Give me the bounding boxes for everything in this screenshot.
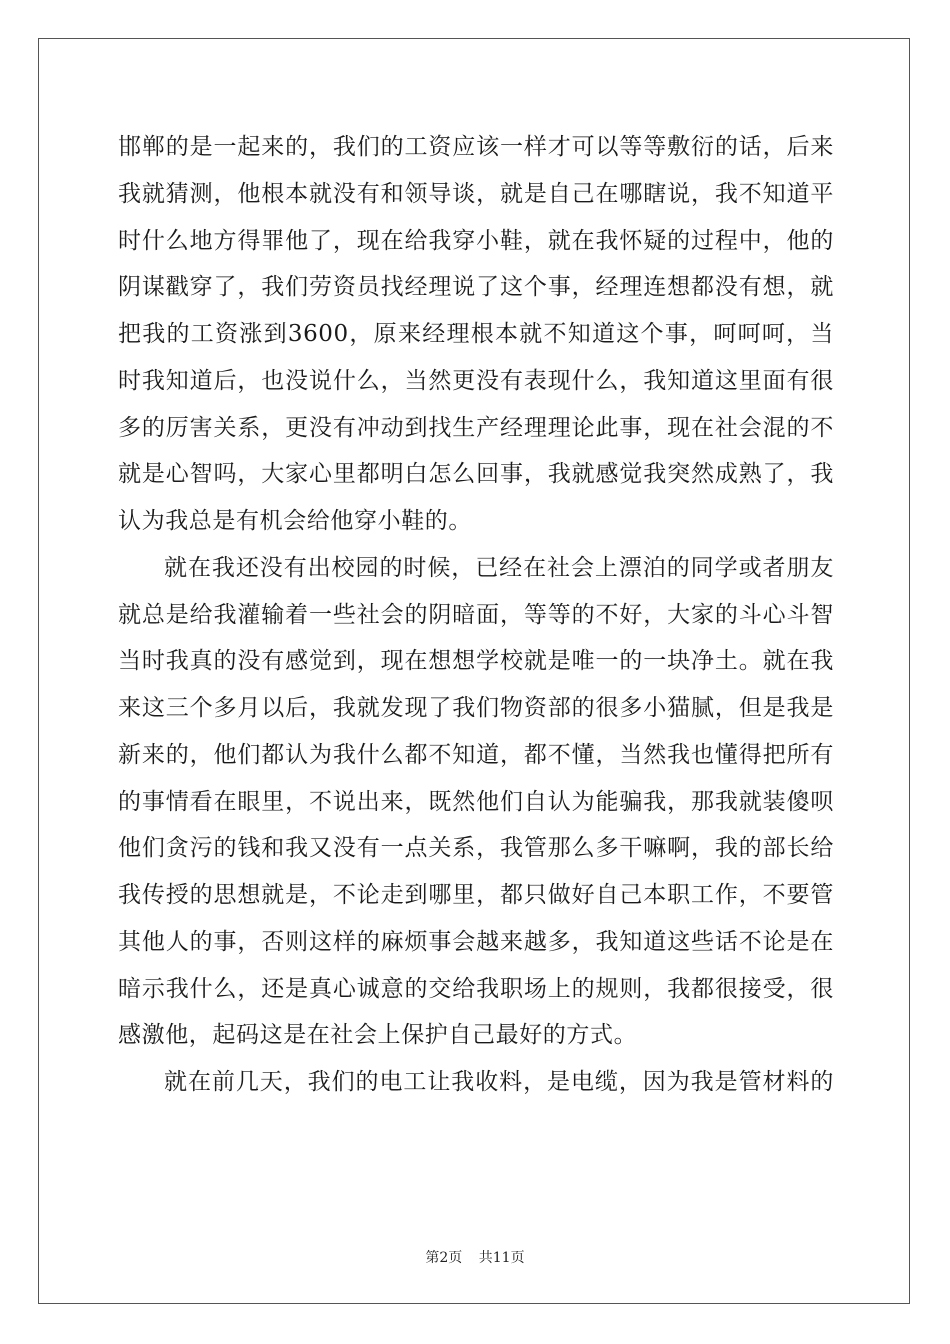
text-line: 当时我真的没有感觉到，现在想想学校就是唯一的一块净土。就在我: [118, 648, 834, 675]
text-line: 就在前几天，我们的电工让我收料，是电缆，因为我是管材料的: [164, 1069, 834, 1095]
text-line: 暗示我什么，还是真心诚意的交给我职场上的规则，我都很接受，很: [118, 975, 834, 1002]
text-line: 时我知道后，也没说什么，当然更没有表现什么，我知道这里面有很: [118, 367, 834, 394]
text-line: 的事情看在眼里，不说出来，既然他们自认为能骗我，那我就装傻呗: [118, 788, 834, 815]
text-line: 邯郸的是一起来的，我们的工资应该一样才可以等等敷衍的话，后来: [118, 134, 834, 160]
text-line: 把我的工资涨到3600，原来经理根本就不知道这个事，呵呵呵，当: [118, 321, 834, 347]
text-line: 他们贪污的钱和我又没有一点关系，我管那么多干嘛啊，我的部长给: [118, 835, 834, 862]
text-line: 新来的，他们都认为我什么都不知道，都不懂，当然我也懂得把所有: [118, 741, 834, 768]
text-line: 认为我总是有机会给他穿小鞋的。: [118, 508, 472, 534]
text-line: 就在我还没有出校园的时候，已经在社会上漂泊的同学或者朋友: [164, 554, 834, 581]
text-line: 来这三个多月以后，我就发现了我们物资部的很多小猫腻，但是我是: [118, 695, 834, 721]
page-total: 共11页: [478, 1250, 525, 1266]
text-line: 多的厉害关系，更没有冲动到找生产经理理论此事，现在社会混的不: [118, 414, 834, 441]
text-line: 时什么地方得罪他了，现在给我穿小鞋，就在我怀疑的过程中，他的: [118, 227, 834, 254]
text-line: 其他人的事，否则这样的麻烦事会越来越多，我知道这些话不论是在: [118, 928, 834, 955]
text-line: 阴谋戳穿了，我们劳资员找经理说了这个事，经理连想都没有想，就: [118, 274, 834, 301]
text-line: 我传授的思想就是，不论走到哪里，都只做好自己本职工作，不要管: [118, 882, 834, 908]
text-line: 感激他，起码这是在社会上保护自己最好的方式。: [118, 1022, 638, 1049]
text-line: 我就猜测，他根本就没有和领导谈，就是自己在哪瞎说，我不知道平: [118, 180, 834, 207]
page-footer: [0, 1247, 950, 1267]
text-line: 就是心智吗，大家心里都明白怎么回事，我就感觉我突然成熟了，我: [118, 461, 834, 488]
document-body: [118, 124, 834, 1106]
text-line: 就总是给我灌输着一些社会的阴暗面，等等的不好，大家的斗心斗智: [118, 601, 834, 628]
page-number: 第2页: [425, 1250, 463, 1266]
